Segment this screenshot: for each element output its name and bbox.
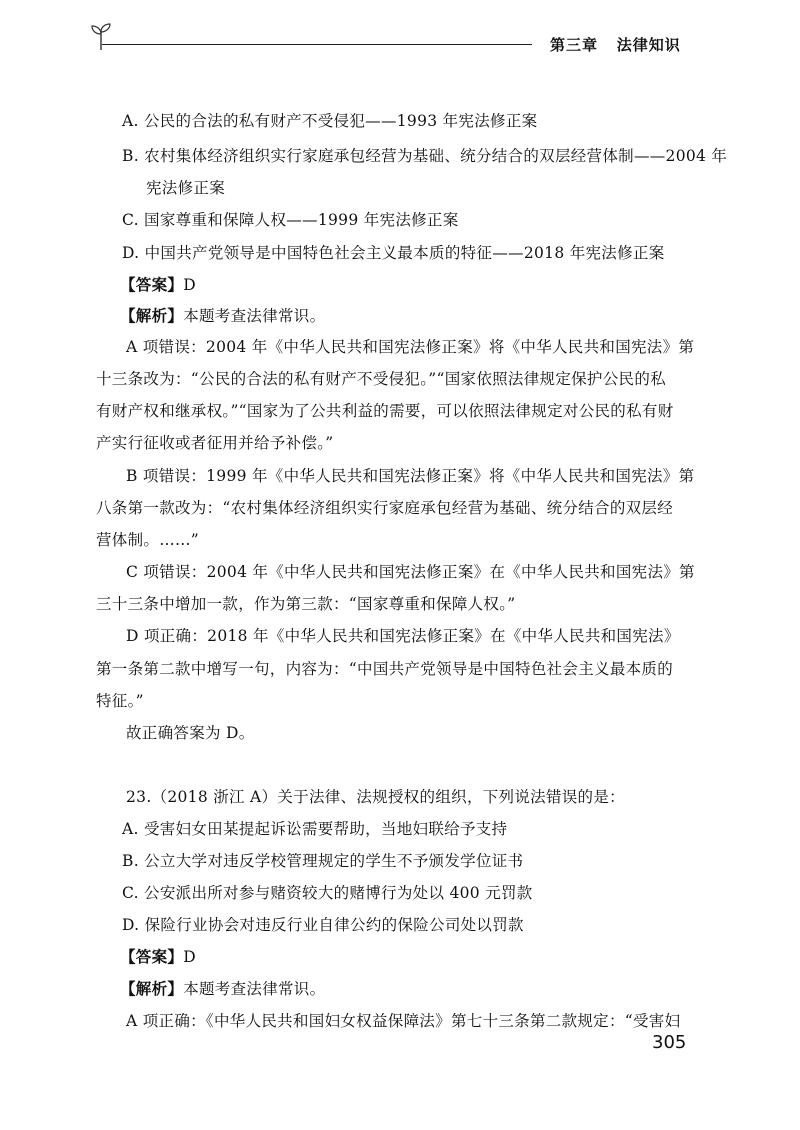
q22-explanation-line: 三十三条中增加一款，作为第三款：“国家尊重和保障人权。”	[96, 595, 516, 613]
q22-option-b-cont: 宪法修正案	[146, 179, 226, 197]
analysis-tag: 【解析】	[120, 979, 184, 998]
header-rule	[102, 44, 532, 45]
q22-explanation-line: D 项正确：2018 年《中华人民共和国宪法修正案》在《中华人民共和国宪法》	[126, 627, 680, 645]
q22-analysis	[120, 306, 325, 326]
q23-analysis	[120, 979, 325, 999]
answer-tag: 【答案】	[120, 947, 184, 966]
q22-option-a: A. 公民的合法的私有财产不受侵犯——1993 年宪法修正案	[122, 112, 538, 130]
q23-answer	[120, 947, 196, 967]
analysis-intro: 本题考查法律常识。	[183, 980, 326, 998]
q22-explanation-line: A 项错误：2004 年《中华人民共和国宪法修正案》将《中华人民共和国宪法》第	[126, 338, 695, 356]
q22-explanation-line: 特征。”	[96, 692, 144, 710]
q22-option-d: D. 中国共产党领导是中国特色社会主义最本质的特征——2018 年宪法修正案	[122, 244, 665, 262]
q22-explanation-line: 产实行征收或者征用并给予补偿。”	[96, 434, 334, 452]
q22-answer	[120, 275, 196, 295]
q22-option-c: C. 国家尊重和保障人权——1999 年宪法修正案	[122, 211, 459, 229]
q22-explanation-line: 有财产权和继承权。”“国家为了公共利益的需要，可以依照法律规定对公民的私有财	[96, 402, 674, 420]
answer-tag: 【答案】	[120, 275, 184, 294]
q23-explanation-line: A 项正确：《中华人民共和国妇女权益保障法》第七十三条第二款规定：“受害妇	[126, 1012, 681, 1030]
answer-value: D	[183, 948, 196, 966]
q22-explanation-line: 故正确答案为 D。	[126, 724, 255, 742]
running-header	[90, 22, 710, 62]
q23-stem: 23.（2018 浙江 A）关于法律、法规授权的组织，下列说法错误的是：	[126, 788, 625, 806]
q22-explanation-line: B 项错误：1999 年《中华人民共和国宪法修正案》将《中华人民共和国宪法》第	[126, 467, 695, 485]
page-number: 305	[652, 1032, 687, 1053]
q23-option-d: D. 保险行业协会对违反行业自律公约的保险公司处以罚款	[122, 916, 524, 934]
q22-explanation-line: C 项错误：2004 年《中华人民共和国宪法修正案》在《中华人民共和国宪法》第	[126, 563, 695, 581]
q22-option-b: B. 农村集体经济组织实行家庭承包经营为基础、统分结合的双层经营体制——2004 年	[122, 147, 728, 165]
analysis-intro: 本题考查法律常识。	[183, 307, 326, 325]
chapter-title	[550, 34, 681, 55]
q23-option-c: C. 公安派出所对参与赌资较大的赌博行为处以 400 元罚款	[122, 884, 533, 902]
answer-value: D	[183, 276, 196, 294]
chapter-number: 第三章	[550, 36, 599, 54]
q22-explanation-line: 营体制。……”	[96, 531, 200, 549]
sprout-icon	[90, 22, 112, 52]
chapter-name: 法律知识	[616, 36, 681, 54]
q22-explanation-line: 第一条第二款中增写一句，内容为：“中国共产党领导是中国特色社会主义最本质的	[96, 660, 674, 678]
analysis-tag: 【解析】	[120, 306, 184, 325]
q22-explanation-line: 八条第一款改为：“农村集体经济组织实行家庭承包经营为基础、统分结合的双层经	[96, 499, 674, 517]
q23-option-a: A. 受害妇女田某提起诉讼需要帮助，当地妇联给予支持	[122, 820, 508, 838]
q23-option-b: B. 公立大学对违反学校管理规定的学生不予颁发学位证书	[122, 852, 524, 870]
q22-explanation-line: 十三条改为：“公民的合法的私有财产不受侵犯。”“国家依照法律规定保护公民的私	[96, 370, 666, 388]
